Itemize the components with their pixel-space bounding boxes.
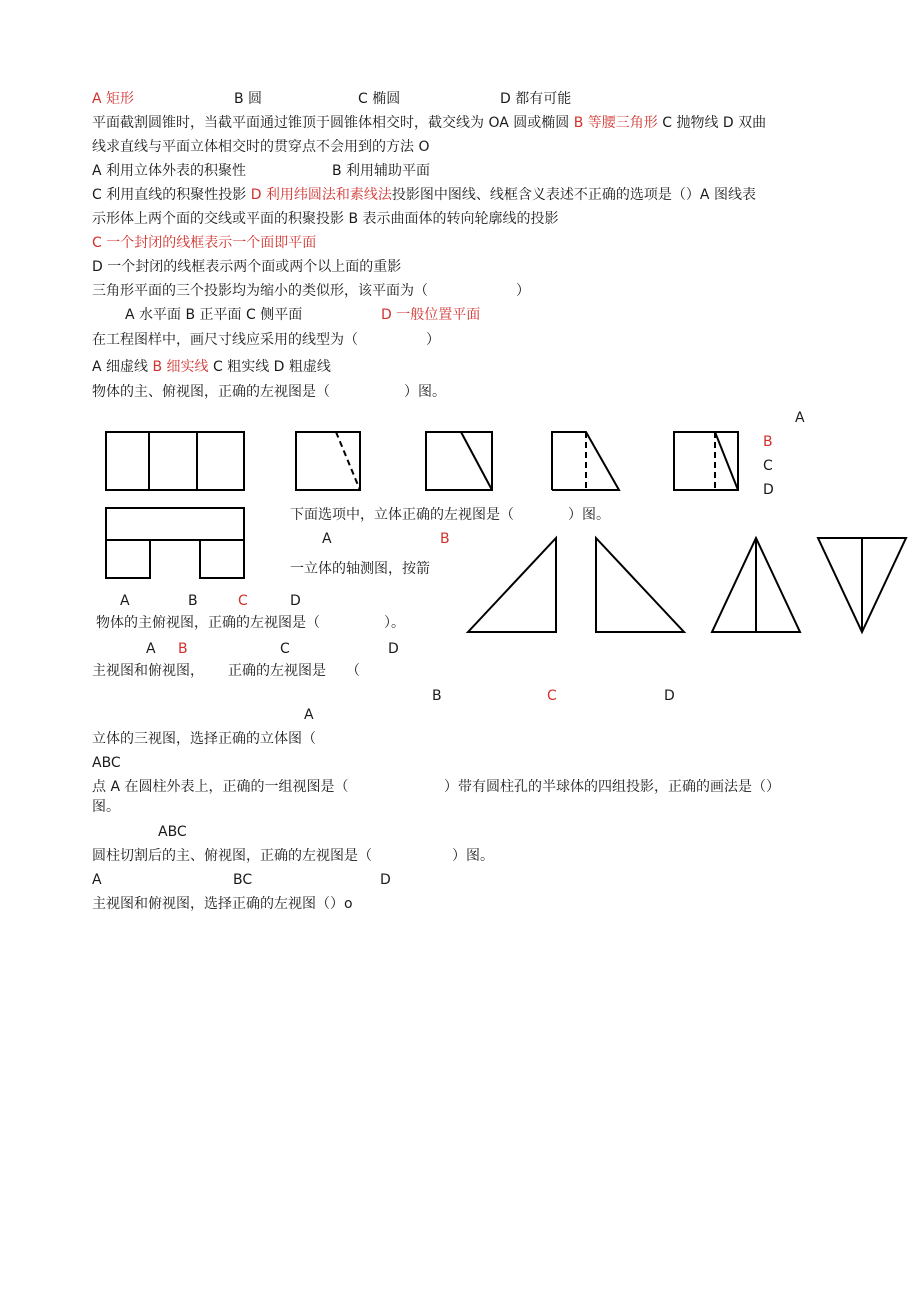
fig-right-label-d: D <box>763 482 774 498</box>
question-lines-meaning-cont: 示形体上两个面的交线或平面的积聚投影 B 表示曲面体的转向轮廓线的投影 <box>92 211 559 227</box>
question-left-view-3-paren: （ <box>346 663 360 679</box>
question-dimension-line: 在工程图样中，画尺寸线应采用的线型为（ <box>92 332 358 348</box>
question-solid-3view: 立体的三视图，选择正确的立体图（ <box>92 731 316 747</box>
q3-label-b: B <box>432 688 442 704</box>
answer-abc-2: ABC <box>158 824 187 840</box>
option-text-tail: C 粗实线 D 粗虚线 <box>213 359 331 375</box>
triangle-option-a-drawing <box>468 538 556 632</box>
fig-right-label-b: B <box>763 434 773 450</box>
question-left-view-1: 物体的主、俯视图，正确的左视图是（ <box>92 384 330 400</box>
question-cylinder-cut: 圆柱切割后的主、俯视图，正确的左视图是（ <box>92 848 372 864</box>
fig-left-label-a: A <box>120 593 130 609</box>
q2-label-d: D <box>388 641 399 657</box>
triangle-option-d-drawing <box>818 538 906 632</box>
fig-left-label-d: D <box>290 593 301 609</box>
question-cylinder-point: 点 A 在圆柱外表上，正确的一组视图是（ <box>92 779 349 795</box>
question-cylinder-cut-close: ）图。 <box>452 848 494 864</box>
q4-label-bc: BC <box>233 872 253 888</box>
option-b-view-drawing <box>426 432 492 490</box>
q3-label-c: C <box>547 688 557 704</box>
l1-option-d: D 都有可能 <box>500 91 572 107</box>
triangle-option-c-drawing <box>712 538 800 632</box>
question-triangle-plane-close: ） <box>516 283 530 299</box>
option-a-line4: A 利用立体外表的积聚性 <box>92 163 247 179</box>
fig-mid-label-a: A <box>322 531 332 547</box>
answer-abc-1: ABC <box>92 755 121 771</box>
q4-label-d: D <box>380 872 391 888</box>
q4-label-a: A <box>92 872 102 888</box>
option-text: 矩形 <box>106 91 135 107</box>
question-left-view-2-close: ）。 <box>384 615 405 631</box>
question-left-view-2: 物体的主俯视图，正确的左视图是（ <box>96 615 320 631</box>
question-text: 平面截割圆锥时，当截平面通过锥顶于圆锥体相交时，截交线为 OA 圆或椭圆 <box>92 115 570 131</box>
answer-text: D 利用纬圆法和素线法 <box>250 187 392 203</box>
options-plane: A 水平面 B 正平面 C 侧平面 <box>125 307 303 323</box>
option-letter: A <box>92 91 102 107</box>
fig-left-label-c: C <box>238 593 248 609</box>
fig-left-label-b: B <box>188 593 198 609</box>
question-left-view-1-close: ）图。 <box>404 384 446 400</box>
q3-label-a: A <box>304 707 314 723</box>
answer-text: B 细实线 <box>152 359 209 375</box>
answer-general-plane: D 一般位置平面 <box>381 307 481 323</box>
option-d-line8: D 一个封闭的线框表示两个面或两个以上面的重影 <box>92 259 402 275</box>
question-dimension-line-close: ） <box>426 332 440 348</box>
front-view-drawing <box>106 432 244 490</box>
option-text: C 利用直线的积聚性投影 <box>92 187 247 203</box>
option-d-view-drawing <box>674 432 738 490</box>
option-a-view-drawing <box>296 432 360 490</box>
option-b-line4: B 利用辅助平面 <box>332 163 431 179</box>
question-piercing-point: 线求直线与平面立体相交时的贯穿点不会用到的方法 O <box>92 139 430 155</box>
top-view-drawing <box>106 508 244 578</box>
question-left-view-4: 主视图和俯视图，选择正确的左视图（）o <box>92 896 353 912</box>
l1-option-b: B 圆 <box>234 91 263 107</box>
answer-option-c: C 一个封闭的线框表示一个面即平面 <box>92 235 317 251</box>
fig-mid-label-b: B <box>440 531 450 547</box>
fig-mid-question: 下面选项中，立体正确的左视图是（ <box>290 507 514 523</box>
question-triangle-plane: 三角形平面的三个投影均为缩小的类似形，该平面为（ <box>92 283 428 299</box>
question-text: 投影图中图线、线框含义表述不正确的选项是（）A 图线表 <box>391 187 756 203</box>
fig-right-label-a: A <box>795 410 805 426</box>
answer-text: B 等腰三角形 <box>573 115 658 131</box>
fig-mid-question-close: ）图。 <box>568 507 610 523</box>
option-c-view-drawing <box>552 432 619 490</box>
l1-option-c: C 椭圆 <box>358 91 401 107</box>
question-hemisphere-end: 图。 <box>92 799 120 815</box>
q3-label-d: D <box>664 688 675 704</box>
option-text: A 细虚线 <box>92 359 149 375</box>
fig-right-label-c: C <box>763 458 773 474</box>
q2-label-a: A <box>146 641 156 657</box>
question-text-tail: C 抛物线 D 双曲 <box>662 115 767 131</box>
question-left-view-3: 主视图和俯视图， <box>92 663 204 679</box>
triangle-option-b-drawing <box>596 538 684 632</box>
question-left-view-3-b: 正确的左视图是 <box>228 663 326 679</box>
question-hemisphere: ）带有圆柱孔的半球体的四组投影，正确的画法是（） <box>444 779 780 795</box>
q2-label-b: B <box>178 641 188 657</box>
fig-mid-axonometric: 一立体的轴测图，按箭 <box>290 561 430 577</box>
q2-label-c: C <box>280 641 290 657</box>
